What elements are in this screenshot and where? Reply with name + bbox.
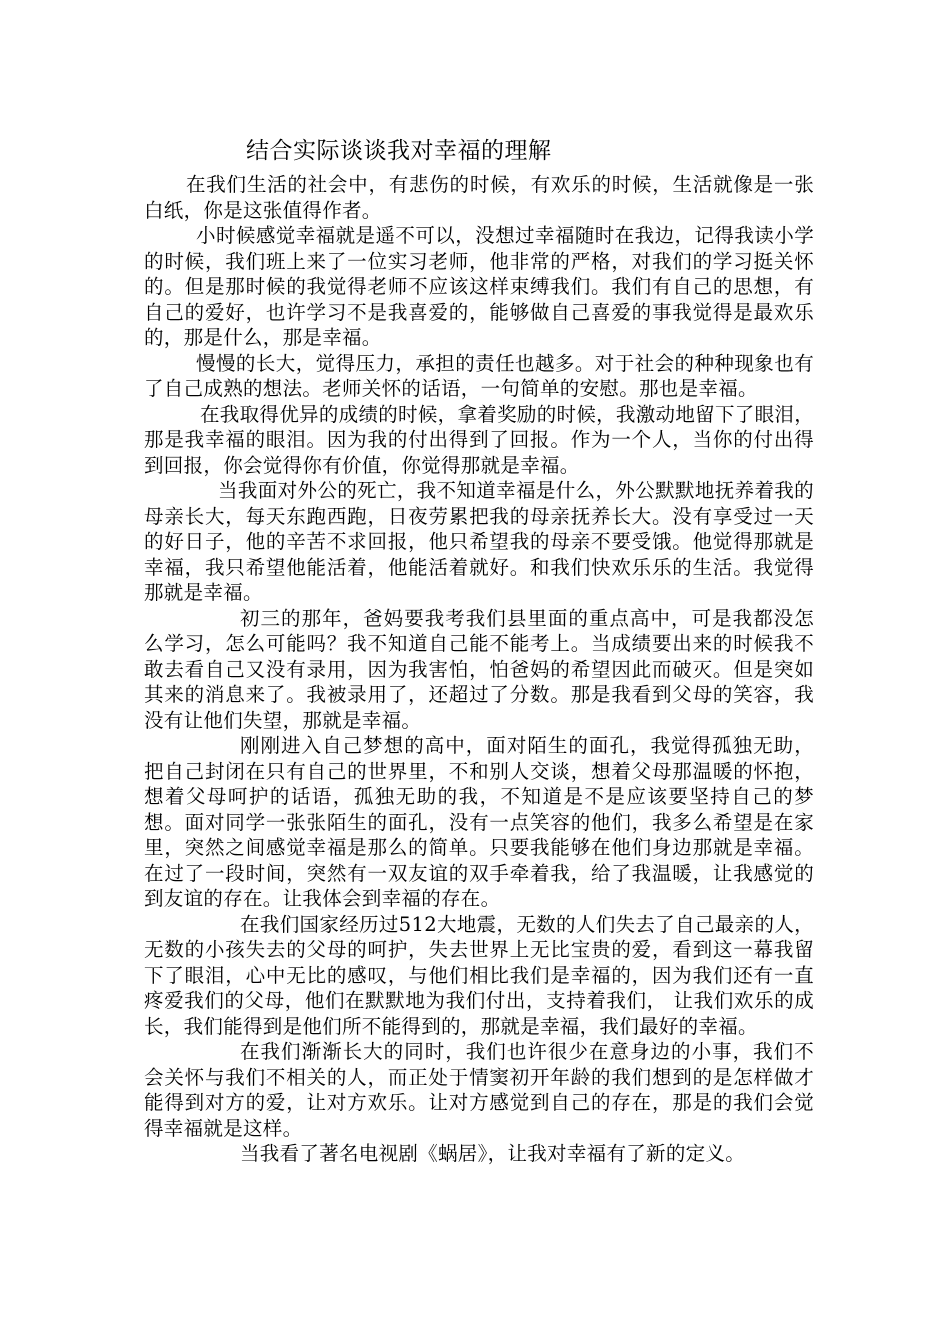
paragraph-10: 当我看了著名电视剧《蜗居》，让我对幸福有了新的定义。 — [240, 1142, 746, 1165]
paragraph-8: 在我们国家经历过512大地震，无数的人们失去了自己最亲的人，无数的小孩失去的父母的呵护，失去世界上无比宝贵的爱，看到这一幕我留下了眼泪，心中无比的感叹，与他们相比我们是幸福的，因为我们还有一直疼爱我们的父母，他们在默默地为我们付出，支持着我们， 让我们欢乐的成长，我们能得到是他们所不能得到的，那就是幸福，我们最好的幸福。 — [144, 912, 814, 1038]
paragraph-2: 小时候感觉幸福就是遥不可以，没想过幸福随时在我边，记得我读小学的时候，我们班上来了一位实习老师，他非常的严格，对我们的学习挺关怀的。但是那时候的我觉得老师不应该这样束缚我们。我们有自己的思想，有自己的爱好，也许学习不是我喜爱的，能够做自己喜爱的事我觉得是最欢乐的，那是什么，那是幸福。 — [144, 224, 814, 349]
paragraph-7: 刚刚进入自己梦想的高中，面对陌生的面孔，我觉得孤独无助，把自己封闭在只有自己的世界里，不和别人交谈，想着父母那温暖的怀抱，想着父母呵护的话语，孤独无助的我，不知道是不是应该要坚持自己的梦想。面对同学一张张陌生的面孔，没有一点笑容的他们，我多么希望是在家里，突然之间感觉幸福是那么的简单。只要我能够在他们身边那就是幸福。在过了一段时间，突然有一双友谊的双手牵着我，给了我温暖，让我感觉的到友谊的存在。让我体会到幸福的存在。 — [144, 734, 814, 910]
paragraph-9: 在我们渐渐长大的同时，我们也许很少在意身边的小事，我们不会关怀与我们不相关的人，而正处于情窦初开年龄的我们想到的是怎样做才能得到对方的爱，让对方欢乐。让对方感觉到自己的存在，那是的我们会觉得幸福就是这样。 — [144, 1040, 814, 1140]
paragraph-3: 慢慢的长大，觉得压力，承担的责任也越多。对于社会的种种现象也有了自己成熟的想法。老师关怀的话语，一句简单的安慰。那也是幸福。 — [144, 351, 814, 400]
paragraph-5: 当我面对外公的死亡，我不知道幸福是什么，外公默默地抚养着我的母亲长大，每天东跑西跑，日夜劳累把我的母亲抚养长大。没有享受过一天的好日子，他的辛苦不求回报，他只希望我的母亲不要受饿。他觉得那就是幸福，我只希望他能活着，他能活着就好。和我们快欢乐乐的生活。我觉得那就是幸福。 — [144, 479, 814, 604]
document-body — [144, 172, 814, 1167]
paragraph-4: 在我取得优异的成绩的时候，拿着奖励的时候，我激动地留下了眼泪，那是我幸福的眼泪。因为我的付出得到了回报。作为一个人，当你的付出得到回报，你会觉得你有价值，你觉得那就是幸福。 — [144, 402, 814, 477]
paragraph-1: 在我们生活的社会中，有悲伤的时候，有欢乐的时候，生活就像是一张白纸，你是这张值得作者。 — [144, 173, 814, 222]
document-title: 结合实际谈谈我对幸福的理解 — [246, 138, 552, 164]
paragraph-6: 初三的那年，爸妈要我考我们县里面的重点高中，可是我都没怎么学习，怎么可能吗？我不知道自己能不能考上。当成绩要出来的时候我不敢去看自己又没有录用，因为我害怕，怕爸妈的希望因此而破灭。但是突如其来的消息来了。我被录用了，还超过了分数。那是我看到父母的笑容，我没有让他们失望，那就是幸福。 — [144, 606, 814, 732]
